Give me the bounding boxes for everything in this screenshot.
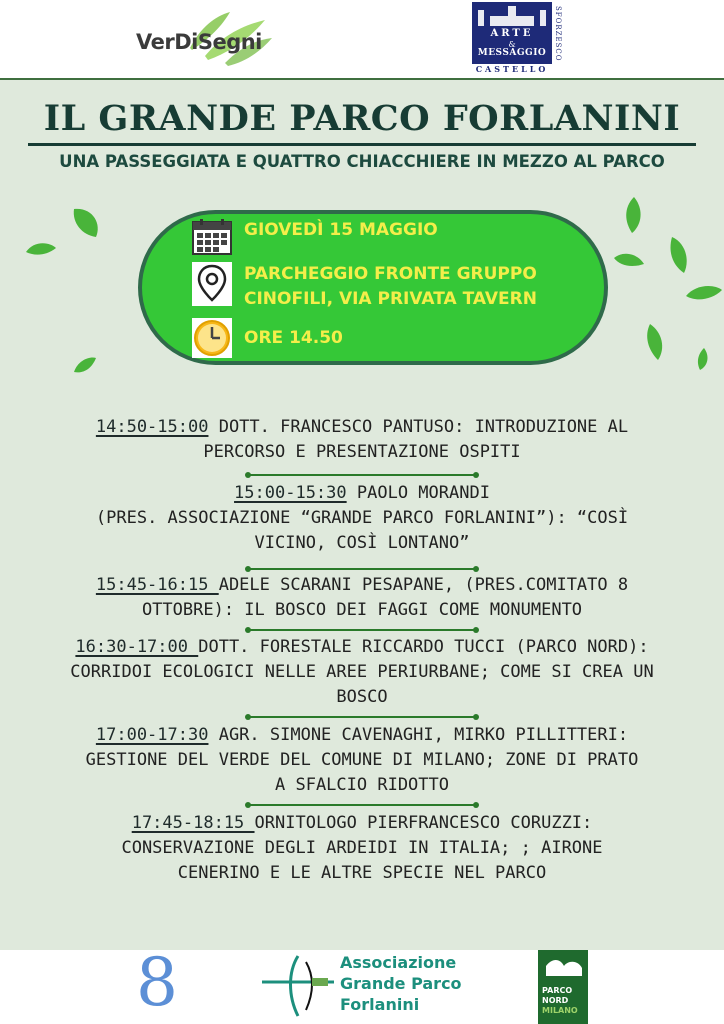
castello-label: CASTELLO <box>475 64 549 74</box>
divider <box>248 716 476 718</box>
schedule-line <box>20 723 704 748</box>
schedule-line: CORRIDOI ECOLOGICI NELLE AREE PERIURBANE; COME SI CREA UN <box>70 662 654 682</box>
schedule-time: 15:45-16:15 <box>95 575 219 595</box>
schedule-line: VICINO, COSÌ LONTANO” <box>254 533 470 553</box>
schedule-line: OTTOBRE): IL BOSCO DEI FAGGI COME MONUMENTO <box>141 600 583 620</box>
schedule-line <box>20 635 704 660</box>
page-subtitle: UNA PASSEGGIATA E QUATTRO CHIACCHIERE IN MEZZO AL PARCO <box>59 152 665 171</box>
schedule-time: 14:50-15:00 <box>95 417 209 437</box>
main-panel <box>0 78 724 952</box>
parco-nord-text <box>542 986 578 1016</box>
divider <box>248 474 476 476</box>
schedule-text: ADELE SCARANI PESAPANE, (PRES.COMITATO 8 <box>218 575 629 595</box>
leaf-icon <box>70 205 102 241</box>
schedule-time: 17:45-18:15 <box>131 813 255 833</box>
parco-nord-line: NORD <box>542 996 569 1005</box>
time-row <box>192 318 343 358</box>
leaf-icon <box>24 240 58 258</box>
messaggio-label: MESSAGGIO <box>477 48 547 58</box>
event-location-line1: PARCHEGGIO FRONTE GRUPPO <box>244 264 537 284</box>
sforzesco-label: SFORZESCO <box>554 6 562 62</box>
comitato-8-logo-text: 8 <box>136 944 178 1021</box>
clock-icon <box>192 318 232 358</box>
event-location <box>244 262 537 312</box>
schedule-text: DOTT. FRANCESCO PANTUSO: INTRODUZIONE AL <box>208 417 629 437</box>
schedule-line <box>20 415 704 440</box>
schedule-item <box>20 481 704 556</box>
schedule-line: PERCORSO E PRESENTAZIONE OSPITI <box>203 442 521 462</box>
parco-nord-logo <box>538 950 588 1024</box>
event-time: ORE 14.50 <box>244 328 343 348</box>
verdisegni-logo-text: VerDiSegni <box>136 30 262 54</box>
event-location-line2: CINOFILI, VIA PRIVATA TAVERN <box>244 289 537 309</box>
schedule-item <box>20 723 704 798</box>
date-row <box>192 218 438 256</box>
schedule-text: PAOLO MORANDI <box>346 483 490 503</box>
leaf-icon <box>694 346 712 372</box>
schedule-line: GESTIONE DEL VERDE DEL COMUNE DI MILANO; ZONE DI PRATO <box>85 750 639 770</box>
leaf-icon <box>684 282 724 304</box>
header <box>0 0 724 78</box>
schedule-time: 15:00-15:30 <box>234 483 347 503</box>
parco-nord-mark-icon <box>538 956 588 980</box>
assoc-grande-parco-name <box>340 952 462 1015</box>
schedule-line <box>20 481 704 506</box>
title-underline <box>28 143 696 146</box>
page-title: IL GRANDE PARCO FORLANINI <box>43 98 681 139</box>
comitato-8-logo <box>130 944 190 1022</box>
location-row <box>192 262 537 312</box>
leaf-icon <box>72 354 98 376</box>
schedule-item <box>20 415 704 465</box>
schedule-line <box>20 573 704 598</box>
footer <box>0 944 724 1024</box>
schedule-item <box>20 811 704 886</box>
schedule-line: CONSERVAZIONE DEGLI ARDEIDI IN ITALIA; ; AIRONE <box>121 838 603 858</box>
schedule-line <box>20 811 704 836</box>
parco-nord-line: MILANO <box>542 1006 578 1015</box>
assoc-line: Forlanini <box>340 995 420 1014</box>
divider <box>248 568 476 570</box>
calendar-icon <box>192 218 232 256</box>
divider <box>248 804 476 806</box>
leaf-icon <box>668 235 690 275</box>
arte-amp: & <box>508 40 516 49</box>
event-info-panel <box>138 210 608 365</box>
leaf-icon <box>612 250 646 270</box>
location-pin-icon <box>192 262 232 306</box>
leaf-icon <box>622 195 644 235</box>
parco-nord-line: PARCO <box>542 986 573 995</box>
arte-messaggio-logo <box>472 2 562 76</box>
schedule-line: CENERINO E LE ALTRE SPECIE NEL PARCO <box>177 863 547 883</box>
schedule-line: (PRES. ASSOCIAZIONE “GRANDE PARCO FORLANINI”): “COSÌ <box>95 508 629 528</box>
schedule-text: DOTT. FORESTALE RICCARDO TUCCI (PARCO NORD): <box>198 637 649 657</box>
schedule-line: A SFALCIO RIDOTTO <box>275 775 449 795</box>
schedule-text: ORNITOLOGO PIERFRANCESCO CORUZZI: <box>254 813 593 833</box>
event-date: GIOVEDÌ 15 MAGGIO <box>244 220 438 240</box>
leaf-icon <box>644 322 666 362</box>
assoc-line: Associazione <box>340 953 457 972</box>
assoc-grande-parco-logo-icon <box>258 952 338 1020</box>
schedule-item <box>20 573 704 623</box>
schedule-text: AGR. SIMONE CAVENAGHI, MIRKO PILLITTERI: <box>208 725 629 745</box>
schedule-time: 16:30-17:00 <box>75 637 199 657</box>
divider <box>248 629 476 631</box>
arte-label: ARTE <box>490 28 534 39</box>
schedule-line: BOSCO <box>336 687 388 707</box>
schedule-item <box>20 635 704 710</box>
verdisegni-logo <box>130 8 280 68</box>
assoc-line: Grande Parco <box>340 974 462 993</box>
schedule-time: 17:00-17:30 <box>95 725 209 745</box>
